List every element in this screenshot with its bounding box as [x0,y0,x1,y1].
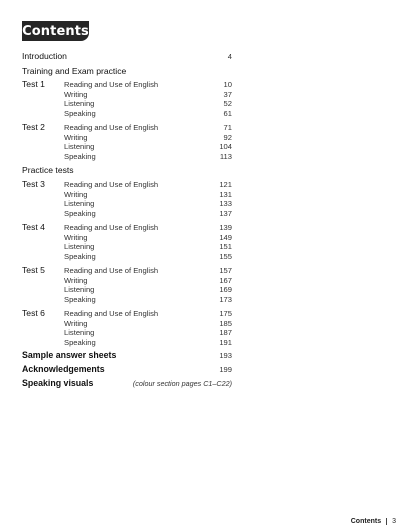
toc-page-number: 71 [223,123,232,132]
toc-item-label: Writing [64,133,88,142]
toc-item-label: Listening [64,142,95,151]
toc-page-number: 187 [219,328,232,337]
toc-item-label: Reading and Use of English [64,223,159,232]
toc-item-label: Reading and Use of English [64,309,159,318]
toc-page-number: 185 [219,319,232,328]
toc-entry [22,123,232,133]
toc-page-number: 139 [219,223,232,232]
toc-entry [22,223,232,233]
toc-page-number: 121 [219,180,232,189]
toc-test-label: Test 2 [22,122,45,132]
toc-entry [22,338,232,348]
toc-item-label: Listening [64,242,95,251]
toc-entry [22,109,232,119]
toc-page-number: 191 [219,338,232,347]
toc-entry [22,309,232,319]
toc-page-number: 175 [219,309,232,318]
toc-entry [22,67,232,77]
toc-page-number: 167 [219,276,232,285]
toc-entry [22,379,232,389]
toc-test-label: Test 5 [22,265,45,275]
toc-item-label: Writing [64,276,88,285]
toc-test-label: Test 4 [22,222,45,232]
footer-label: Contents [350,518,382,525]
toc-entry [22,351,232,361]
toc-page-number: 151 [219,242,232,251]
toc-entry [22,166,232,176]
toc-item-label: Listening [64,99,95,108]
toc-item-label: Reading and Use of English [64,80,159,89]
toc-entry [22,80,232,90]
toc-page-number: 131 [219,190,232,199]
toc-page-number: 173 [219,295,232,304]
toc-entry [22,266,232,276]
toc-page-number: 37 [223,90,232,99]
toc-page-number: 137 [219,209,232,218]
toc-note: (colour section pages C1–C22) [132,379,232,388]
toc-item-label: Speaking [64,109,96,118]
toc-item-label: Speaking [64,252,96,261]
toc-item-label: Listening [64,199,95,208]
toc-entry [22,142,232,152]
contents-title: Contents [22,23,89,39]
toc-section-heading: Introduction [22,51,67,61]
toc-entry [22,99,232,109]
toc-entry [22,365,232,375]
toc-page-number: 113 [219,152,232,161]
toc-item-label: Listening [64,328,95,337]
toc-section-heading: Sample answer sheets [22,350,117,360]
toc-page-number: 104 [219,142,232,151]
toc-page-number: 92 [223,133,232,142]
toc-page-number: 193 [219,351,232,360]
page-footer [351,518,396,525]
toc-page-number: 157 [219,266,232,275]
toc-item-label: Speaking [64,295,96,304]
toc-entry [22,152,232,162]
toc-section-heading: Practice tests [22,165,74,175]
toc-test-label: Test 3 [22,179,45,189]
toc-entry [22,242,232,252]
toc-item-label: Speaking [64,338,96,347]
toc-entry [22,252,232,262]
toc-test-label: Test 6 [22,308,45,318]
toc-page-number: 133 [219,199,232,208]
toc-item-label: Speaking [64,152,96,161]
toc-item-label: Writing [64,90,88,99]
toc-entry [22,328,232,338]
toc-section-heading: Acknowledgements [22,364,105,374]
toc-item-label: Reading and Use of English [64,123,159,132]
toc-entry [22,209,232,219]
toc-section-heading: Speaking visuals [22,378,94,388]
toc-entry [22,295,232,305]
footer-separator [386,518,387,525]
toc-entry [22,199,232,209]
toc-item-label: Writing [64,190,88,199]
toc-entry [22,285,232,295]
toc-page-number: 169 [219,285,232,294]
contents-title-box [22,21,89,41]
toc-section-heading: Training and Exam practice [22,66,127,76]
toc-page-number: 4 [227,52,232,61]
toc-page-number: 149 [219,233,232,242]
toc-item-label: Writing [64,319,88,328]
toc-item-label: Writing [64,233,88,242]
toc-page-number: 52 [223,99,232,108]
toc-page-number: 199 [219,365,232,374]
toc-entry [22,52,232,62]
toc-entry [22,180,232,190]
toc-item-label: Reading and Use of English [64,266,159,275]
toc-test-label: Test 1 [22,79,45,89]
toc-item-label: Speaking [64,209,96,218]
footer-page-number: 3 [392,518,396,525]
toc-page-number: 10 [223,80,232,89]
toc-item-label: Reading and Use of English [64,180,159,189]
toc-item-label: Listening [64,285,95,294]
toc-page-number: 155 [219,252,232,261]
toc-page-number: 61 [223,109,232,118]
